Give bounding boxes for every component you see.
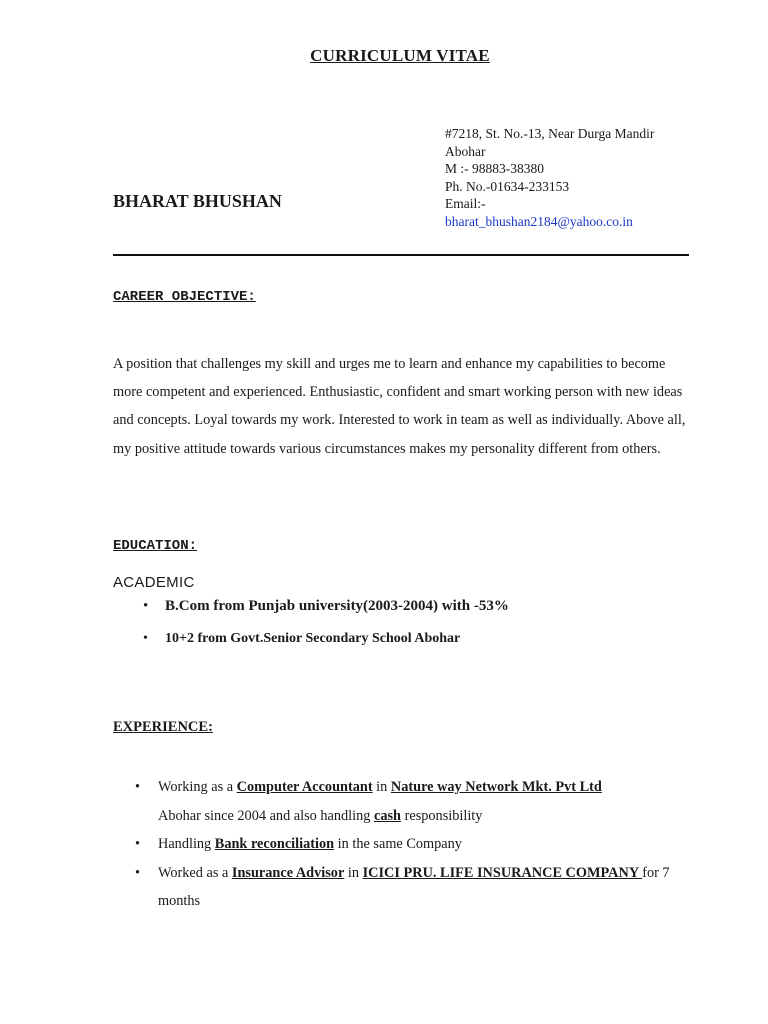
address-line-1: #7218, St. No.-13, Near Durga Mandir bbox=[445, 126, 655, 141]
experience-item bbox=[133, 773, 713, 830]
experience-heading: EXPERIENCE: bbox=[113, 719, 213, 735]
experience-text: Worked as a bbox=[158, 864, 232, 881]
experience-text: for 7 months bbox=[158, 864, 670, 909]
education-heading bbox=[113, 538, 197, 554]
academic-subheading: ACADEMIC bbox=[113, 574, 195, 591]
job-title: Computer Accountant bbox=[236, 779, 373, 795]
experience-text: in bbox=[372, 779, 391, 795]
experience-item bbox=[133, 830, 713, 859]
company-name: Nature way Network Mkt. Pvt Ltd bbox=[390, 779, 602, 795]
responsibility-keyword: cash bbox=[374, 807, 402, 824]
career-objective-text: A position that challenges my skill and urges me to learn and enhance my capabilities to become more competent and experienced. Enthusiastic, confident and smart working person with new ideas and concepts. Loyal towards my work. Interested to work in team as well as individually. Above all, my positive attitude towards various circumstances makes my personality different from others. bbox=[113, 356, 686, 457]
document-title: CURRICULUM VITAE bbox=[310, 46, 490, 65]
experience-text: in bbox=[344, 864, 363, 881]
job-title: Insurance Advisor bbox=[231, 864, 345, 881]
company-name: ICICI PRU. LIFE INSURANCE COMPANY bbox=[362, 864, 643, 881]
experience-item bbox=[133, 859, 713, 916]
experience-text: Abohar since 2004 and also handling bbox=[158, 807, 374, 824]
experience-text: responsibility bbox=[401, 807, 483, 824]
experience-text: in the same Company bbox=[334, 836, 462, 852]
candidate-name: BHARAT BHUSHAN bbox=[113, 191, 282, 211]
career-objective-heading: CAREER OBJECTIVE: bbox=[113, 289, 256, 305]
address-line-2: Abohar bbox=[445, 143, 486, 159]
email-label: Email:- bbox=[445, 196, 486, 212]
experience-list bbox=[133, 773, 713, 916]
mobile-number: M :- 98883-38380 bbox=[445, 161, 544, 177]
experience-text: Handling bbox=[158, 836, 215, 852]
task-keyword: Bank reconciliation bbox=[214, 836, 335, 852]
contact-block bbox=[445, 125, 654, 231]
header-divider bbox=[113, 254, 689, 256]
phone-number: Ph. No.-01634-233153 bbox=[445, 178, 570, 194]
education-heading-label: EDUCATION bbox=[113, 538, 189, 554]
email-link[interactable]: bharat_bhushan2184@yahoo.co.in bbox=[445, 213, 633, 229]
education-heading-colon: : bbox=[188, 538, 198, 554]
education-item: • B.Com from Punjab university(2003-2004) with -53% bbox=[140, 598, 509, 631]
education-list bbox=[140, 598, 509, 647]
experience-text: Working as a bbox=[158, 779, 237, 795]
education-item: • 10+2 from Govt.Senior Secondary School Abohar bbox=[140, 631, 509, 647]
